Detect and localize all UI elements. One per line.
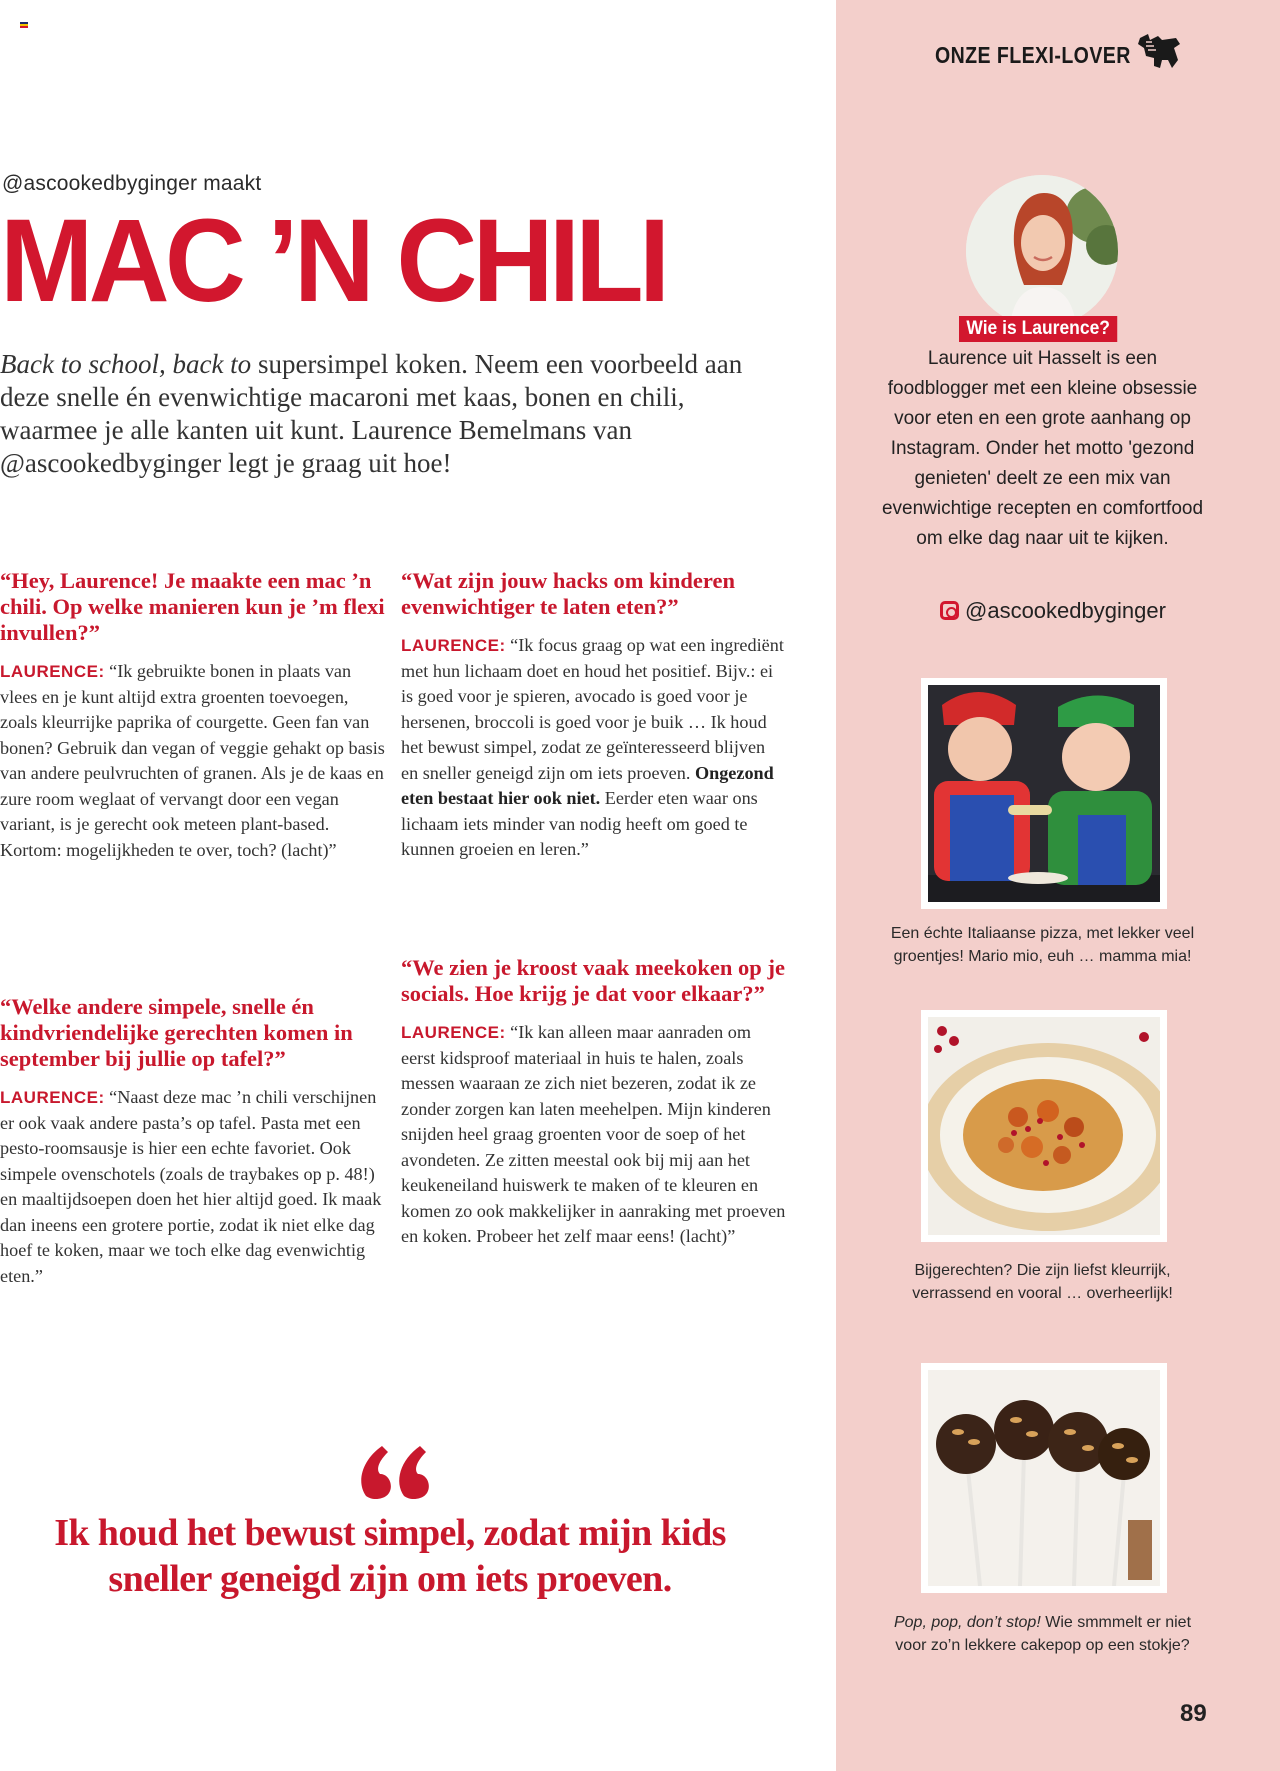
- flag-icon: [20, 22, 28, 28]
- answer-emphasis: Ongezond eten bestaat hier ook niet.: [401, 762, 774, 808]
- caption-cakepops: [880, 1611, 1205, 1657]
- instagram-handle[interactable]: [940, 598, 1166, 624]
- answer-text: “Ik focus graag op wat een ingrediënt met hun lichaam doet en houd het positief. Bijv.: ei is goed voor je spieren, avocado is goed voor je hersenen, broccoli is goed voor je buik … Ik houd het bewust simpel, zodat ze geïnteresseerd blijven en sneller geneigd zijn om iets proeven.: [401, 635, 784, 783]
- photo-image: [928, 1370, 1160, 1586]
- intro-text: [0, 348, 760, 480]
- qa-block-4: [401, 955, 786, 1250]
- photo-kids-costumes: [921, 678, 1167, 909]
- question: “Welke andere simpele, snelle én kindvriendelijke gerechten komen in september bij jullie op tafel?”: [0, 994, 353, 1071]
- qa-block-1: [0, 568, 385, 863]
- qa-block-3: [401, 568, 786, 863]
- portrait-illustration: [966, 175, 1118, 327]
- lion-icon: [1136, 30, 1182, 70]
- answer: [0, 1085, 385, 1289]
- caption-italic: Pop, pop, don’t stop!: [893, 1614, 1041, 1631]
- caption-side-dish: Bijgerechten? Die zijn liefst kleurrijk, verrassend en vooral … overheerlijk!: [912, 1262, 1173, 1302]
- who-is-label: Wie is Laurence?: [959, 316, 1117, 342]
- answer: [401, 633, 786, 863]
- caption-kids: Een échte Italiaanse pizza, met lekker veel groentjes! Mario mio, euh … mamma mia!: [890, 925, 1195, 965]
- instagram-icon: [940, 601, 959, 620]
- photo-cakepops: [921, 1363, 1167, 1593]
- qa-block-2: [0, 994, 385, 1289]
- photo-side-dish: [921, 1010, 1167, 1242]
- speaker-label: LAURENCE:: [401, 636, 506, 655]
- answer-text: “Naast deze mac ’n chili verschijnen er ook vaak andere pasta’s op tafel. Pasta met een pesto-roomsausje is hier een echte favoriet. Ook simpele ovenschotels (zoals de traybakes op p. 48!) en maaltijdsoepen doen het hier altijd goed. Ik maak dan ineens een grotere portie, zodat ik niet elke dag hoef te koken, maar we toch elke dag evenwichtig eten.”: [0, 1087, 382, 1286]
- question: “We zien je kroost vaak meekoken op je socials. Hoe krijg je dat voor elkaar?”: [401, 955, 785, 1006]
- answer: [401, 1020, 786, 1250]
- bio-text: Laurence uit Hasselt is een foodblogger met een kleine obsessie voor eten en een grote aanhang op Instagram. Onder het motto 'gezond genieten' deelt ze een mix van evenwichtige recepten en comfortfood om elke dag naar uit te kijken.: [881, 348, 1204, 549]
- answer-text: “Ik gebruikte bonen in plaats van vlees en je kunt altijd extra groenten toevoegen, zoals kleurrijke paprika of courgette. Geen fan van bonen? Gebruik dan vegan of veggie gehakt op basis van andere peulvruchten of granen. Als je de kaas en zure room weglaat of vervangt door een vegan variant, is je gerecht ook meteen plant-based. Kortom: mogelijkheden te over, toch? (lacht)”: [0, 661, 385, 860]
- caption-text: Wie smmmelt er niet voor zo’n lekkere cakepop op een stokje?: [895, 1614, 1192, 1654]
- byline: @ascookedbyginger maakt: [2, 172, 262, 195]
- speaker-label: LAURENCE:: [0, 662, 105, 681]
- pull-quote: Ik houd het bewust simpel, zodat mijn kids sneller geneigd zijn om iets proeven.: [54, 1512, 726, 1600]
- speaker-label: LAURENCE:: [0, 1088, 105, 1107]
- intro-italic: Back to school, back to: [0, 349, 252, 379]
- article-title: MAC ’N CHILI: [0, 195, 666, 327]
- answer-text-end: Eerder eten waar ons lichaam iets minder van nodig heeft om goed te kunnen groeien en leren.”: [401, 788, 758, 859]
- question: “Hey, Laurence! Je maakte een mac ’n chili. Op welke manieren kun je ’m flexi invullen?”: [0, 568, 385, 645]
- section-label: ONZE FLEXI-LOVER: [935, 42, 1131, 68]
- intro-body: supersimpel koken. Neem een voorbeeld aan deze snelle én evenwichtige macaroni met kaas, bonen en chili, waarmee je alle kanten uit kunt. Laurence Bemelmans van @ascookedbyginger legt je graag uit hoe!: [0, 349, 743, 478]
- photo-image: [928, 685, 1160, 902]
- speaker-label: LAURENCE:: [401, 1023, 506, 1042]
- question: “Wat zijn jouw hacks om kinderen evenwichtiger te laten eten?”: [401, 568, 735, 619]
- quote-marks-icon: [358, 1430, 434, 1500]
- photo-image: [928, 1017, 1160, 1235]
- handle-text: @ascookedbyginger: [965, 598, 1166, 623]
- page-number: 89: [1180, 1700, 1207, 1727]
- avatar: [966, 175, 1118, 327]
- answer: [0, 659, 385, 863]
- answer-text: “Ik kan alleen maar aanraden om eerst kidsproof materiaal in huis te halen, zoals messen waaraan ze zich niet bezeren, zodat ik ze zonder zorgen kan laten meehelpen. Mijn kinderen snijden heel graag groenten voor de soep of het avondeten. Ze zitten meestal ook bij mij aan het keukeneiland huiswerk te maken of te kleuren en komen zo ook makkelijker in aanraking met proeven en koken. Probeer het zelf maar eens! (lacht)”: [401, 1022, 786, 1246]
